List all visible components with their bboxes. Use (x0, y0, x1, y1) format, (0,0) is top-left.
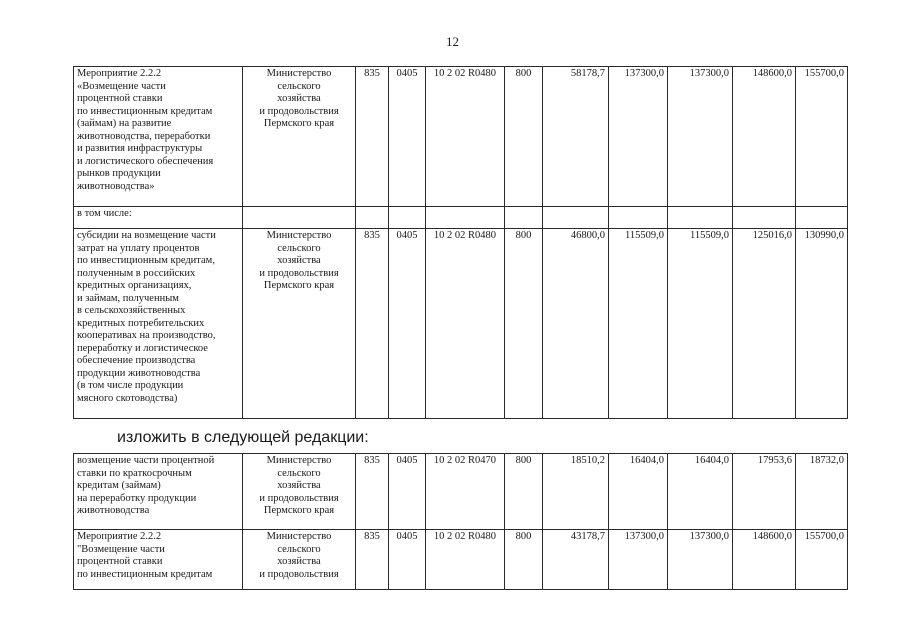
responsible-ministry: Министерство сельского хозяйства и продовольствия (243, 530, 356, 590)
amount-year-3: 115509,0 (668, 229, 733, 419)
amount-year-5: 155700,0 (796, 67, 848, 207)
amount-year-2: 16404,0 (609, 454, 668, 530)
amount-year-4: 148600,0 (733, 67, 796, 207)
amount-year-2: 137300,0 (609, 530, 668, 590)
budget-table-new (73, 453, 848, 590)
activity-description: субсидии на возмещение части затрат на уплату процентов по инвестиционным кредитам, полученным в российских кредитных организациях, и займам, полученным в сельскохозяйственных кредитных потребительских кооперативах на производство, переработку и логистическое обеспечение производства продукции животноводства (в том числе продукции мясного скотоводства) (74, 229, 243, 419)
budget-table-current (73, 66, 848, 419)
amount-year-1: 18510,2 (543, 454, 609, 530)
section-code: 0405 (389, 67, 426, 207)
grbs-code (356, 207, 389, 229)
target-article-code: 10 2 02 R0480 (426, 229, 505, 419)
responsible-ministry (243, 207, 356, 229)
activity-description: в том числе: (74, 207, 243, 229)
amount-year-1: 58178,7 (543, 67, 609, 207)
amount-year-4: 125016,0 (733, 229, 796, 419)
section-code: 0405 (389, 229, 426, 419)
amount-year-5 (796, 207, 848, 229)
target-article-code: 10 2 02 R0480 (426, 530, 505, 590)
table-row (74, 530, 848, 590)
table-row (74, 207, 848, 229)
amount-year-3: 16404,0 (668, 454, 733, 530)
expense-type-code: 800 (505, 530, 543, 590)
amount-year-1: 46800,0 (543, 229, 609, 419)
amount-year-3 (668, 207, 733, 229)
page-number: 12 (446, 34, 459, 49)
amount-year-3: 137300,0 (668, 530, 733, 590)
amount-year-4: 148600,0 (733, 530, 796, 590)
grbs-code: 835 (356, 454, 389, 530)
grbs-code: 835 (356, 67, 389, 207)
grbs-code: 835 (356, 530, 389, 590)
section-code: 0405 (389, 454, 426, 530)
amount-year-4 (733, 207, 796, 229)
amount-year-2: 115509,0 (609, 229, 668, 419)
amount-year-5: 18732,0 (796, 454, 848, 530)
responsible-ministry: Министерство сельского хозяйства и продовольствия Пермского края (243, 229, 356, 419)
target-article-code (426, 207, 505, 229)
amount-year-3: 137300,0 (668, 67, 733, 207)
grbs-code: 835 (356, 229, 389, 419)
activity-description: возмещение части процентной ставки по краткосрочным кредитам (займам) на переработку продукции животноводства (74, 454, 243, 530)
section-code: 0405 (389, 530, 426, 590)
expense-type-code: 800 (505, 229, 543, 419)
amendment-instruction: изложить в следующей редакции: (117, 429, 369, 446)
responsible-ministry: Министерство сельского хозяйства и продовольствия Пермского края (243, 67, 356, 207)
amount-year-2: 137300,0 (609, 67, 668, 207)
table-row (74, 454, 848, 530)
amount-year-5: 155700,0 (796, 530, 848, 590)
amount-year-5: 130990,0 (796, 229, 848, 419)
target-article-code: 10 2 02 R0470 (426, 454, 505, 530)
expense-type-code (505, 207, 543, 229)
amount-year-4: 17953,6 (733, 454, 796, 530)
target-article-code: 10 2 02 R0480 (426, 67, 505, 207)
responsible-ministry: Министерство сельского хозяйства и продовольствия Пермского края (243, 454, 356, 530)
expense-type-code: 800 (505, 454, 543, 530)
section-code (389, 207, 426, 229)
table-row (74, 229, 848, 419)
activity-description: Мероприятие 2.2.2 "Возмещение части процентной ставки по инвестиционным кредитам (74, 530, 243, 590)
amount-year-1: 43178,7 (543, 530, 609, 590)
amount-year-2 (609, 207, 668, 229)
amount-year-1 (543, 207, 609, 229)
table-row (74, 67, 848, 207)
activity-description: Мероприятие 2.2.2 «Возмещение части процентной ставки по инвестиционным кредитам (займам) на развитие животноводства, переработки и развития инфраструктуры и логистического обеспечения рынков продукции животноводства» (74, 67, 243, 207)
expense-type-code: 800 (505, 67, 543, 207)
